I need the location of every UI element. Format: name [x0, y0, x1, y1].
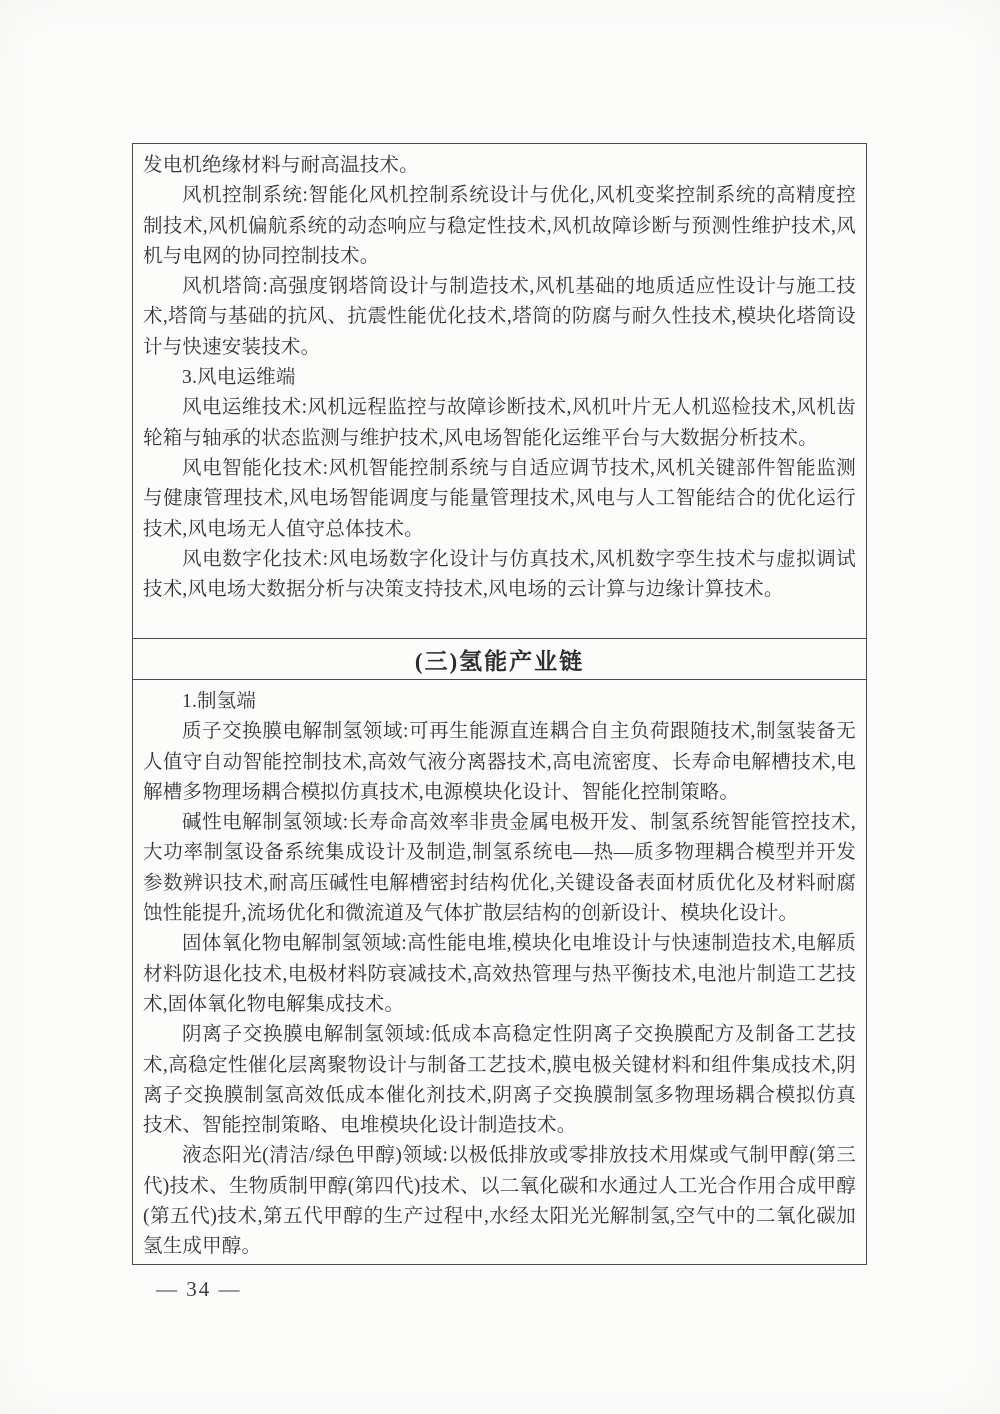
section-hydrogen: [133, 680, 866, 1264]
paragraph: 风机塔筒:高强度钢塔筒设计与制造技术,风机基础的地质适应性设计与施工技术,塔筒与基础的抗风、抗震性能优化技术,塔筒的防腐与耐久性技术,模块化塔筒设计与快速安装技术。: [143, 276, 856, 358]
content-table: [132, 143, 867, 1265]
page-number: — 34 —: [156, 1277, 242, 1301]
paragraph: 风电数字化技术:风电场数字化设计与仿真技术,风机数字孪生技术与虚拟调试技术,风电场大数据分析与决策支持技术,风电场的云计算与边缘计算技术。: [143, 548, 856, 601]
list-heading: 1.制氢端: [182, 691, 257, 712]
paragraph: 发电机绝缘材料与耐高温技术。: [143, 155, 419, 176]
paragraph: 固体氧化物电解制氢领域:高性能电堆,模块化电堆设计与快速制造技术,电解质材料防退化技术,电极材料防衰减技术,高效热管理与热平衡技术,电池片制造工艺技术,固体氧化物电解集成技术。: [143, 933, 856, 1015]
paragraph: 碱性电解制氢领域:长寿命高效率非贵金属电极开发、制氢系统智能管控技术,大功率制氢设备系统集成设计及制造,制氢系统电—热—质多物理耦合模型并开发参数辨识技术,耐高压碱性电解槽密封结构优化,关键设备表面材质优化及材料耐腐蚀性能提升,流场优化和微流道及气体扩散层结构的创新设计、模块化设计。: [143, 812, 856, 925]
paragraph: 阴离子交换膜电解制氢领域:低成本高稳定性阴离子交换膜配方及制备工艺技术,高稳定性催化层离聚物设计与制备工艺技术,膜电极关键材料和组件集成技术,阴离子交换膜制氢高效低成本催化剂技术,阴离子交换膜制氢多物理场耦合模拟仿真技术、智能控制策略、电堆模块化设计制造技术。: [143, 1024, 856, 1137]
paragraph: 液态阳光(清洁/绿色甲醇)领域:以极低排放或零排放技术用煤或气制甲醇(第三代)技术、生物质制甲醇(第四代)技术、以二氧化碳和水通过人工光合作用合成甲醇(第五代)技术,第五代甲醇的生产过程中,水经太阳光光解制氢,空气中的二氧化碳加氢生成甲醇。: [143, 1145, 856, 1258]
section-header-row: [133, 638, 866, 680]
section-title: (三)氢能产业链: [414, 648, 585, 674]
paragraph: 风机控制系统:智能化风机控制系统设计与优化,风机变桨控制系统的高精度控制技术,风机偏航系统的动态响应与稳定性技术,风机故障诊断与预测性维护技术,风机与电网的协同控制技术。: [143, 185, 856, 267]
paragraph: 风电智能化技术:风机智能控制系统与自适应调节技术,风机关键部件智能监测与健康管理技术,风电场智能调度与能量管理技术,风电与人工智能结合的优化运行技术,风电场无人值守总体技术。: [143, 457, 856, 540]
paragraph: 质子交换膜电解制氢领域:可再生能源直连耦合自主负荷跟随技术,制氢装备无人值守自动智能控制技术,高效气液分离器技术,高电流密度、长寿命电解槽技术,电解槽多物理场耦合模拟仿真技术,电源模块化设计、智能化控制策略。: [143, 721, 856, 803]
section-wind-power: [133, 144, 866, 638]
list-heading: 3.风电运维端: [182, 367, 296, 389]
paragraph: 风电运维技术:风机远程监控与故障诊断技术,风机叶片无人机巡检技术,风机齿轮箱与轴承的状态监测与维护技术,风电场智能化运维平台与大数据分析技术。: [143, 397, 856, 449]
